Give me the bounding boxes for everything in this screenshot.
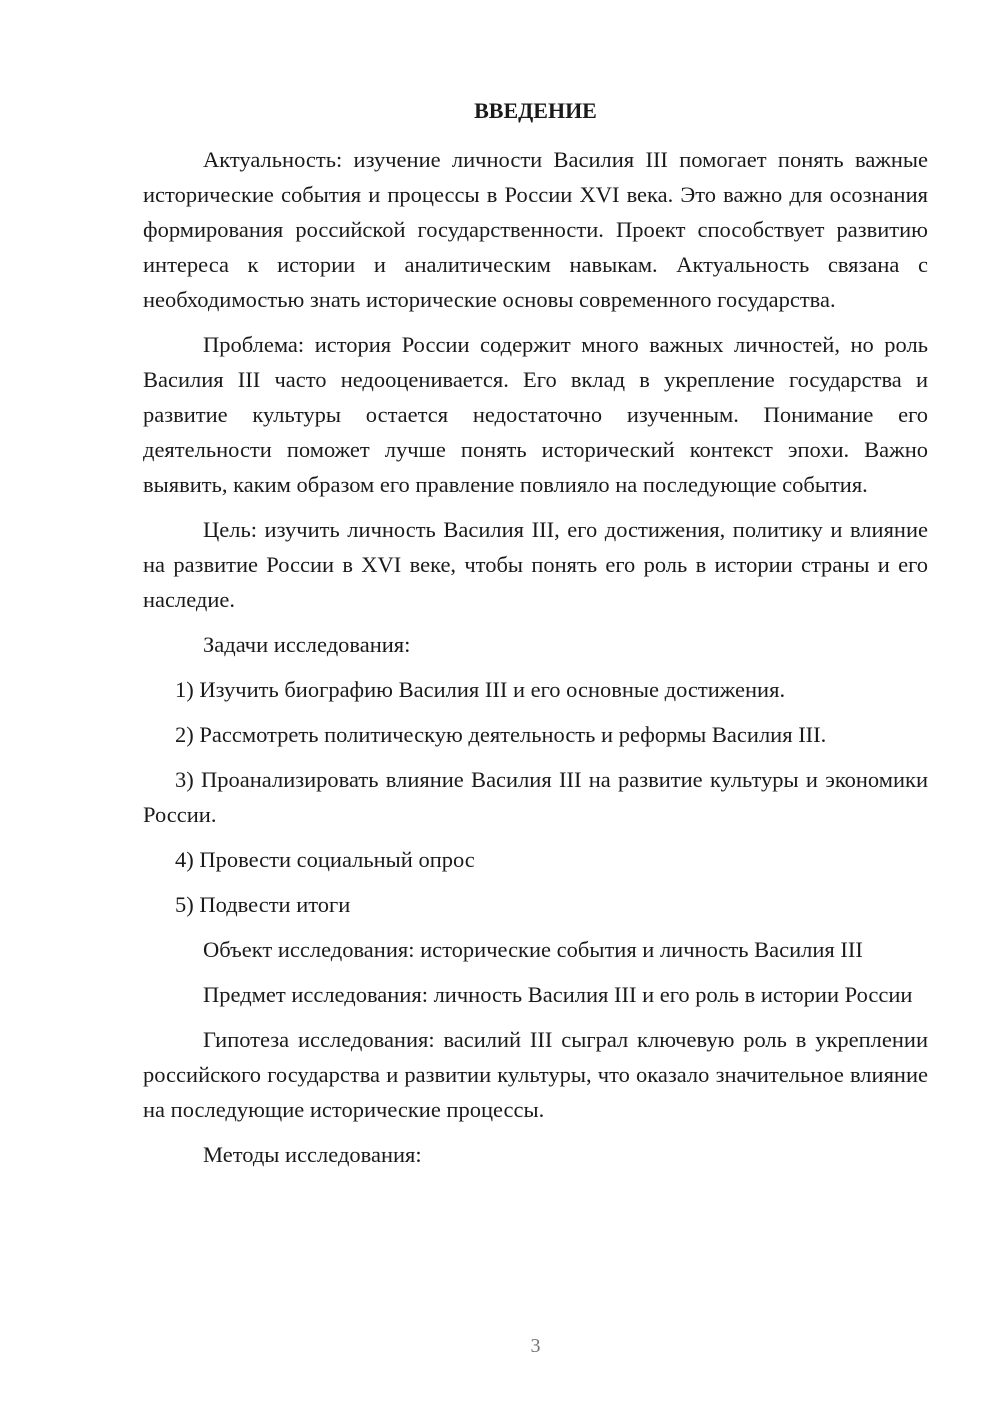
page-number: 3	[530, 1335, 541, 1357]
paragraph-object: Объект исследования: исторические события и личность Василия III	[203, 937, 863, 962]
task-item-2: 2) Рассмотреть политическую деятельность и реформы Василия III.	[175, 722, 827, 747]
paragraph-problem: Проблема: история России содержит много важных личностей, но роль Василия III часто недооценивается. Его вклад в укрепление государства и развитие культуры остается недостаточно изученным. Понимание его деятельности поможет лучше понять исторический контекст эпохи. Важно выявить, каким образом его правление повлияло на последующие события.	[143, 332, 928, 497]
task-item-1: 1) Изучить биографию Василия III и его основные достижения.	[175, 677, 786, 702]
page-title: ВВЕДЕНИЕ	[474, 98, 597, 123]
task-item-5: 5) Подвести итоги	[175, 892, 351, 917]
paragraph-tasks-heading: Задачи исследования:	[203, 632, 411, 657]
paragraph-relevance: Актуальность: изучение личности Василия III помогает понять важные исторические события и процессы в России XVI века. Это важно для осознания формирования российской государственности. Проект способствует развитию интереса к истории и аналитическим навыкам. Актуальность связана с необходимостью знать исторические основы современного государства.	[143, 147, 928, 312]
document-page	[143, 0, 928, 1414]
paragraph-hypothesis: Гипотеза исследования: василий III сыграл ключевую роль в укреплении российского государства и развитии культуры, что оказало значительное влияние на последующие исторические процессы.	[143, 1027, 928, 1122]
paragraph-methods: Методы исследования:	[203, 1142, 422, 1167]
document-body	[143, 142, 928, 1182]
paragraph-subject: Предмет исследования: личность Василия III и его роль в истории России	[203, 982, 913, 1007]
task-item-4: 4) Провести социальный опрос	[175, 847, 475, 872]
task-item-3: 3) Проанализировать влияние Василия III на развитие культуры и экономики России.	[143, 767, 928, 827]
paragraph-goal: Цель: изучить личность Василия III, его достижения, политику и влияние на развитие России в XVI веке, чтобы понять его роль в истории страны и его наследие.	[143, 517, 928, 612]
